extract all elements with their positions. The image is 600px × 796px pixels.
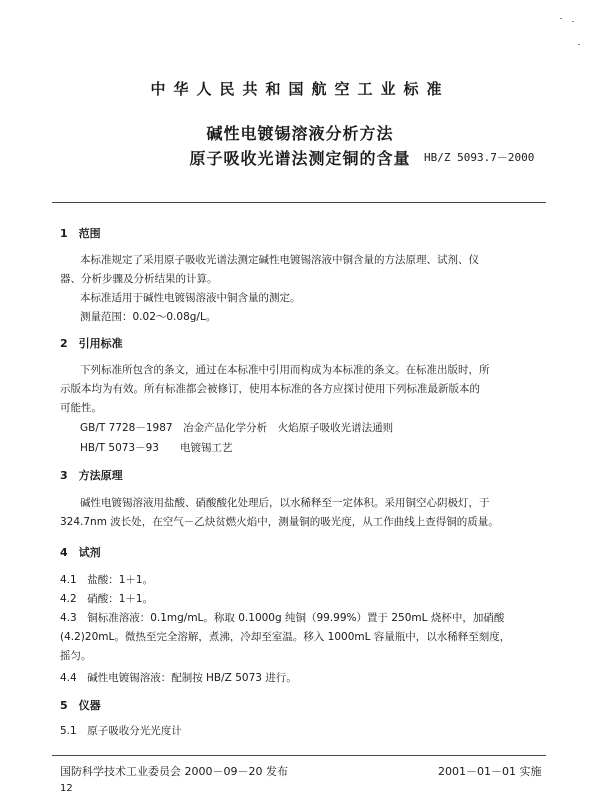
reference-item: GB/T 7728－1987 冶金产品化学分析 火焰原子吸收光谱法通则 [80,422,394,434]
section-heading-principle: 3 方法原理 [60,469,123,482]
paragraph-line: 下列标准所包含的条文，通过在本标准中引用而构成为本标准的条文。在标准出版时，所 [80,364,490,376]
reference-item: HB/T 5073－93 电镀锡工艺 [80,442,233,454]
scan-speck [572,21,574,22]
scan-speck [578,44,580,45]
paragraph-line: 324.7nm 波长处，在空气－乙炔贫燃火焰中，测量铜的吸光度，从工作曲线上查得铜的质量。 [60,516,499,528]
footer-divider [52,755,546,756]
standard-code: HB/Z 5093.7－2000 [424,151,535,164]
section-heading-normative-references: 2 引用标准 [60,337,123,350]
page-number: 12 [60,783,73,794]
reagent-item: 4.1 盐酸：1＋1。 [60,574,154,586]
header-divider [52,202,546,203]
paragraph-line: 测量范围：0.02～0.08g/L。 [80,311,217,323]
document-title-line2: 原子吸收光谱法测定铜的含量 [189,149,411,168]
reagent-item: 4.2 硝酸：1＋1。 [60,593,154,605]
paragraph-line: 器、分析步骤及分析结果的计算。 [60,273,218,285]
reagent-item: 4.3 铜标准溶液：0.1mg/mL。称取 0.1000g 纯铜（99.99%）置于 250mL 烧杯中，加硝酸 [60,612,505,624]
document-title-line1: 碱性电镀锡溶液分析方法 [206,124,394,143]
section-heading-apparatus: 5 仪器 [60,699,101,712]
section-heading-scope: 1 范围 [60,227,101,240]
paragraph-line: 碱性电镀锡溶液用盐酸、硝酸酸化处理后，以水稀释至一定体积。采用铜空心阴极灯，于 [80,497,490,509]
apparatus-item: 5.1 原子吸收分光光度计 [60,725,182,737]
paragraph-line: 摇匀。 [60,650,92,662]
effective-date: 2001－01－01 实施 [438,765,542,778]
paragraph-line: 本标准适用于碱性电镀锡溶液中铜含量的测定。 [80,292,301,304]
standard-category-heading: 中华人民共和国航空工业标准 [150,80,450,98]
paragraph-line: (4.2)20mL。微热至完全溶解，煮沸，冷却至室温。移入 1000mL 容量瓶中，以水稀释至刻度， [60,631,511,643]
scan-speck [560,18,562,19]
paragraph-line: 可能性。 [60,402,102,414]
issue-date: 国防科学技术工业委员会 2000－09－20 发布 [60,765,288,778]
paragraph-line: 本标准规定了采用原子吸收光谱法测定碱性电镀锡溶液中铜含量的方法原理、试剂、仪 [80,254,479,266]
reagent-item: 4.4 碱性电镀锡溶液：配制按 HB/Z 5073 进行。 [60,672,297,684]
section-heading-reagents: 4 试剂 [60,546,101,559]
paragraph-line: 示版本均为有效。所有标准都会被修订，使用本标准的各方应探讨使用下列标准最新版本的 [60,383,480,395]
